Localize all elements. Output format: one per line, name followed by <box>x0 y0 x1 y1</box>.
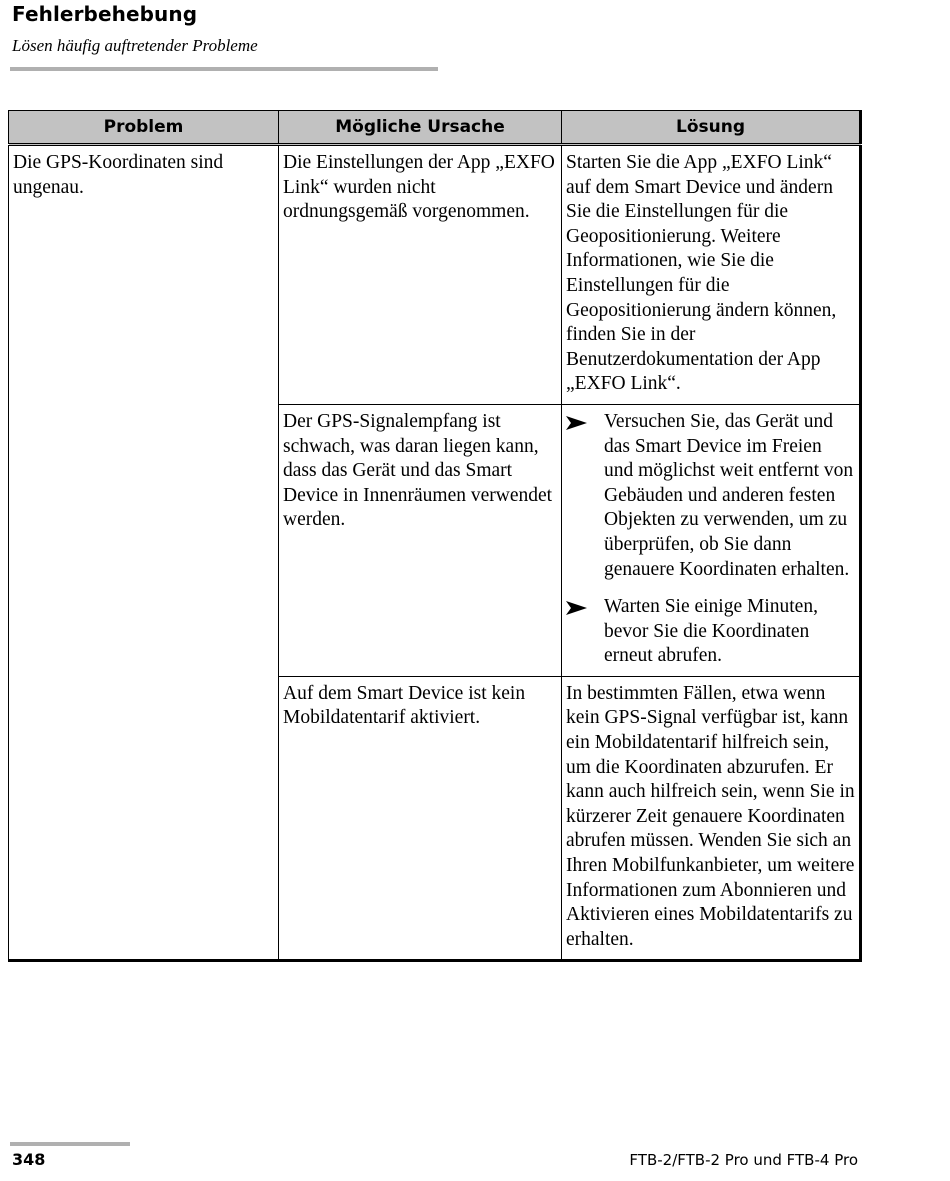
product-name: FTB-2/FTB-2 Pro und FTB-4 Pro <box>629 1151 858 1169</box>
page-number: 348 <box>12 1150 46 1169</box>
cause-cell: Auf dem Smart Device ist kein Mobildatentarif aktiviert. <box>279 676 562 961</box>
arrow-right-icon <box>566 601 587 615</box>
page-title: Fehlerbehebung <box>12 2 198 26</box>
footer-rule <box>10 1142 130 1146</box>
solution-cell: Starten Sie die App „EXFO Link“ auf dem Smart Device und ändern Sie die Einstellungen für die Geopositionierung. Weitere Informationen, wie Sie die Einstellungen für die Geopositionierung ändern können, finden Sie in der Benutzerdokumentation der App „EXFO Link“. <box>562 145 861 405</box>
solution-step-text: Versuchen Sie, das Gerät und das Smart Device im Freien und möglichst weit entfernt von Gebäuden und anderen festen Objekten zu verwenden, um zu überprüfen, ob Sie dann genauere Koordinaten erhalten. <box>604 410 854 580</box>
cause-cell: Der GPS-Signalempfang ist schwach, was daran liegen kann, dass das Gerät und das Smart Device in Innenräumen verwendet werden. <box>279 404 562 676</box>
list-item <box>566 595 855 669</box>
solution-steps-list <box>566 410 855 669</box>
solution-step-text: Warten Sie einige Minuten, bevor Sie die Koordinaten erneut abrufen. <box>604 596 818 667</box>
column-header-solution: Lösung <box>562 111 861 145</box>
column-header-problem: Problem <box>9 111 279 145</box>
troubleshooting-table <box>8 110 862 962</box>
header-rule <box>10 67 438 71</box>
table-header-row <box>9 111 861 145</box>
solution-cell <box>562 404 861 676</box>
list-item <box>566 410 855 582</box>
solution-cell: In bestimmten Fällen, etwa wenn kein GPS-Signal verfügbar ist, kann ein Mobildatentarif hilfreich sein, um die Koordinaten abzurufen. Er kann auch hilfreich sein, wenn Sie in kürzerer Zeit genauere Koordinaten abrufen müssen. Wenden Sie sich an Ihren Mobilfunkanbieter, um weitere Informationen zum Abonnieren und Aktivieren eines Mobildatentarifs zu erhalten. <box>562 676 861 961</box>
page-subtitle: Lösen häufig auftretender Probleme <box>12 36 258 55</box>
problem-cell: Die GPS-Koordinaten sind ungenau. <box>9 145 279 961</box>
column-header-cause: Mögliche Ursache <box>279 111 562 145</box>
arrow-right-icon <box>566 416 587 430</box>
table-row <box>9 145 861 405</box>
cause-cell: Die Einstellungen der App „EXFO Link“ wurden nicht ordnungsgemäß vorgenommen. <box>279 145 562 405</box>
troubleshooting-table-container <box>8 110 860 962</box>
